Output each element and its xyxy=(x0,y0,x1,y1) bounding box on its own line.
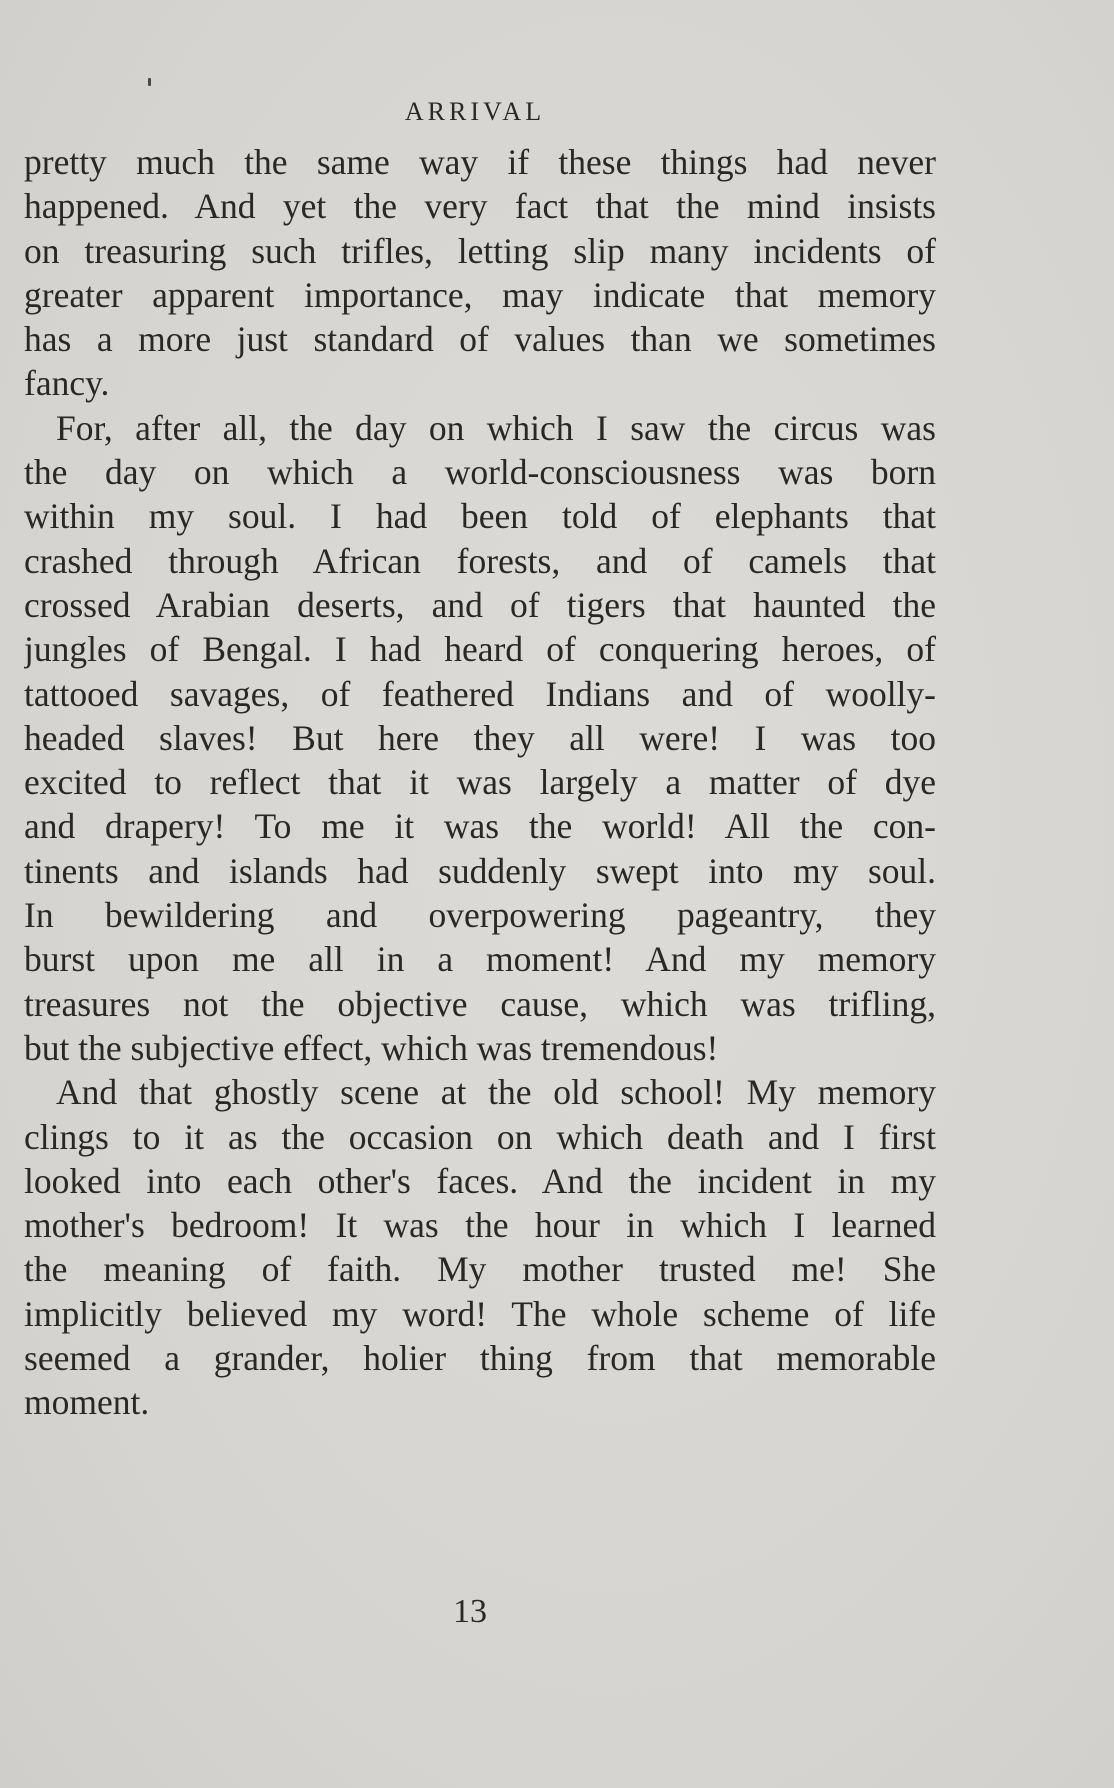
text-line: looked into each other's faces. And the incident in my xyxy=(24,1160,936,1201)
text-line: within my soul. I had been told of elephants that xyxy=(24,496,936,537)
text-line: burst upon me all in a moment! And my memory xyxy=(24,939,936,980)
body-text xyxy=(24,140,936,1425)
paragraph xyxy=(24,1070,936,1424)
text-line: jungles of Bengal. I had heard of conquering heroes, of xyxy=(24,629,936,670)
text-line: crossed Arabian deserts, and of tigers that haunted the xyxy=(24,584,936,625)
text-line: the day on which a world-consciousness was born xyxy=(24,452,936,493)
paragraph xyxy=(24,406,936,1070)
text-line: on treasuring such trifles, letting slip many incidents of xyxy=(24,230,936,271)
text-line: treasures not the objective cause, which was trifling, xyxy=(24,983,936,1024)
text-line: In bewildering and overpowering pageantry, they xyxy=(24,895,936,936)
text-line: tinents and islands had suddenly swept into my soul. xyxy=(24,850,936,891)
text-line: headed slaves! But here they all were! I was too xyxy=(24,717,936,758)
text-line: clings to it as the occasion on which death and I first xyxy=(24,1116,936,1157)
text-line: implicitly believed my word! The whole scheme of life xyxy=(24,1293,936,1334)
text-line: moment. xyxy=(24,1382,150,1423)
text-line: and drapery! To me it was the world! All the con- xyxy=(24,806,936,847)
text-line: excited to reflect that it was largely a matter of dye xyxy=(24,762,936,803)
ink-speck xyxy=(148,78,151,86)
paragraph xyxy=(24,140,936,406)
text-line: mother's bedroom! It was the hour in which I learned xyxy=(24,1205,936,1246)
text-line: happened. And yet the very fact that the mind insists xyxy=(24,186,936,227)
text-line: tattooed savages, of feathered Indians and of woolly- xyxy=(24,673,936,714)
text-line: crashed through African forests, and of camels that xyxy=(24,540,936,581)
page-number: 13 xyxy=(453,1593,487,1630)
text-line: seemed a grander, holier thing from that memorable xyxy=(24,1338,936,1379)
running-head: ARRIVAL xyxy=(404,97,546,126)
text-line: For, after all, the day on which I saw the circus was xyxy=(56,407,936,448)
text-line: pretty much the same way if these things had never xyxy=(24,142,936,182)
text-line: fancy. xyxy=(24,363,110,404)
text-line: has a more just standard of values than we sometimes xyxy=(24,319,936,360)
text-line: but the subjective effect, which was tremendous! xyxy=(24,1027,719,1068)
text-line: greater apparent importance, may indicate that memory xyxy=(24,274,936,315)
text-line: And that ghostly scene at the old school! My memory xyxy=(56,1072,936,1113)
text-line: the meaning of faith. My mother trusted me! She xyxy=(24,1249,936,1290)
